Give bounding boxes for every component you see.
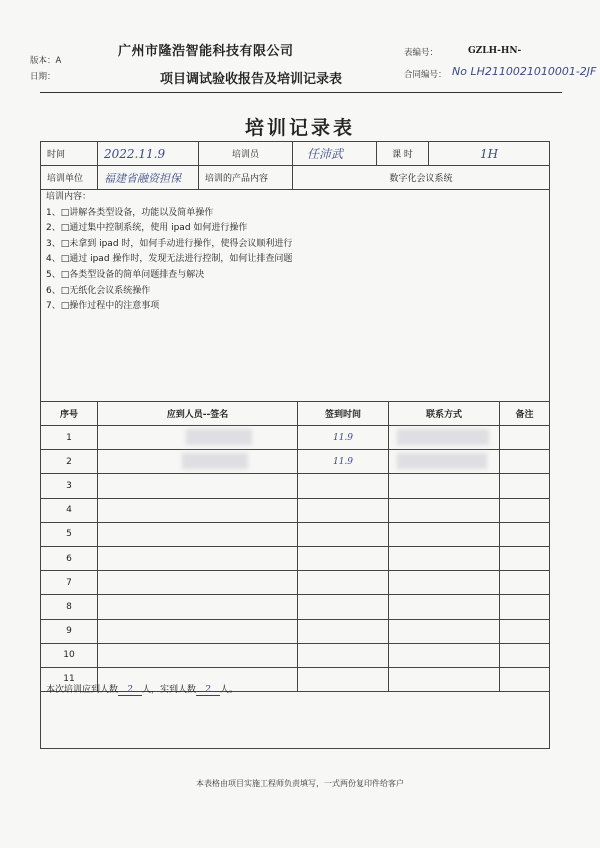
- hours-label: 课 时: [377, 142, 429, 166]
- content-heading: 培训内容：: [46, 192, 92, 202]
- content-item: 3、□未拿到 ipad 时，如何手动进行操作，使得会议顺利进行: [46, 238, 293, 249]
- row-number: 3: [41, 474, 98, 498]
- product-value: 数字化会议系统: [293, 166, 550, 190]
- sign-in-time: 11.9: [298, 426, 389, 450]
- row-number: 7: [41, 571, 98, 595]
- signature-cell: [98, 450, 298, 474]
- summary-text-2: 人，实到人数: [142, 685, 197, 695]
- row-number: 2: [41, 450, 98, 474]
- table-row: [41, 546, 550, 570]
- redaction-mask: [397, 453, 487, 469]
- col-header-time: 签到时间: [298, 402, 389, 426]
- content-item: 5、□各类型设备的简单问题排查与解决: [46, 269, 205, 280]
- date-label: 日期：: [30, 72, 56, 82]
- redaction-mask: [182, 453, 248, 469]
- remark-cell: [500, 571, 550, 595]
- contact-cell: [389, 667, 500, 691]
- table-row: [41, 643, 550, 667]
- row-number: 10: [41, 643, 98, 667]
- training-content: [46, 190, 292, 315]
- row-number: 11: [41, 667, 98, 691]
- contact-cell: [389, 546, 500, 570]
- table-row: [41, 426, 550, 450]
- sign-in-time: [298, 498, 389, 522]
- table-row: [41, 595, 550, 619]
- remark-cell: [500, 667, 550, 691]
- table-row: [41, 522, 550, 546]
- time-value: 2022.11.9: [98, 142, 199, 166]
- redaction-mask: [397, 429, 489, 445]
- signature-cell: [98, 474, 298, 498]
- col-header-remark: 备注: [500, 402, 550, 426]
- info-table: [40, 141, 550, 190]
- sign-in-time: [298, 595, 389, 619]
- sign-in-time: [298, 619, 389, 643]
- summary-text-1: 本次培训应到人数: [46, 685, 119, 695]
- sign-in-time: [298, 546, 389, 570]
- remark-cell: [500, 546, 550, 570]
- content-item: 2、□通过集中控制系统，使用 ipad 如何进行操作: [46, 223, 248, 234]
- form-number-label: 表编号：: [404, 48, 439, 58]
- col-header-contact: 联系方式: [389, 402, 500, 426]
- signature-cell: [98, 426, 298, 450]
- sign-in-time: [298, 667, 389, 691]
- info-row-2: [41, 166, 550, 190]
- row-number: 5: [41, 522, 98, 546]
- contact-cell: [389, 474, 500, 498]
- contact-cell: [389, 643, 500, 667]
- sign-in-time: 11.9: [298, 450, 389, 474]
- redaction-mask: [186, 429, 252, 445]
- signature-cell: [98, 571, 298, 595]
- attendance-table: [40, 401, 550, 692]
- contract-number-value: No LH2110021010001-2JF: [452, 65, 597, 78]
- remark-cell: [500, 522, 550, 546]
- summary-text-3: 人。: [220, 685, 239, 695]
- contact-cell: [389, 595, 500, 619]
- expected-count: 2: [118, 685, 142, 696]
- contact-cell: [389, 522, 500, 546]
- content-item: 1、□讲解各类型设备，功能以及简单操作: [46, 207, 214, 218]
- remark-cell: [500, 595, 550, 619]
- unit-label: 培训单位: [41, 166, 98, 190]
- footer-note: 本表格由项目实施工程师负责填写，一式两份复印件给客户: [196, 779, 404, 788]
- hours-value: 1H: [429, 142, 550, 166]
- unit-value: 福建省融资担保: [98, 166, 199, 190]
- contact-cell: [389, 450, 500, 474]
- row-number: 6: [41, 546, 98, 570]
- contact-cell: [389, 426, 500, 450]
- sign-in-time: [298, 571, 389, 595]
- table-row: [41, 619, 550, 643]
- sign-in-time: [298, 522, 389, 546]
- product-label: 培训的产品内容: [199, 166, 293, 190]
- sign-in-time: [298, 474, 389, 498]
- actual-count: 2: [196, 685, 220, 696]
- contact-cell: [389, 619, 500, 643]
- table-row: [41, 450, 550, 474]
- table-row: [41, 474, 550, 498]
- info-row-1: [41, 142, 550, 166]
- remark-cell: [500, 450, 550, 474]
- signature-cell: [98, 595, 298, 619]
- remark-cell: [500, 426, 550, 450]
- contact-cell: [389, 571, 500, 595]
- header-divider: [40, 92, 562, 93]
- content-item: 7、□操作过程中的注意事项: [46, 301, 160, 312]
- col-header-no: 序号: [41, 402, 98, 426]
- form-title: 培训记录表: [244, 117, 355, 139]
- table-row: [41, 498, 550, 522]
- time-label: 时间: [41, 142, 98, 166]
- contract-number-label: 合同编号：: [404, 70, 447, 80]
- row-number: 1: [41, 426, 98, 450]
- signature-cell: [98, 546, 298, 570]
- content-item: 4、□通过 ipad 操作时，发现无法进行控制，如何让排查问题: [46, 254, 293, 265]
- row-number: 9: [41, 619, 98, 643]
- col-header-signature: 应到人员--签名: [98, 402, 298, 426]
- signature-cell: [98, 498, 298, 522]
- version-label: 版本：A: [30, 56, 62, 66]
- attendance-header-row: [41, 402, 550, 426]
- sign-in-time: [298, 643, 389, 667]
- attendance-summary: [46, 682, 238, 696]
- row-number: 8: [41, 595, 98, 619]
- remark-cell: [500, 498, 550, 522]
- signature-cell: [98, 522, 298, 546]
- form-number-value: GZLH-HN-: [468, 46, 522, 56]
- signature-cell: [98, 643, 298, 667]
- signature-cell: [98, 619, 298, 643]
- remark-cell: [500, 643, 550, 667]
- row-number: 4: [41, 498, 98, 522]
- company-name: 广州市隆浩智能科技有限公司: [118, 44, 294, 59]
- table-row: [41, 571, 550, 595]
- trainer-value: 任沛武: [293, 142, 377, 166]
- report-subtitle: 项目调试验收报告及培训记录表: [160, 72, 343, 87]
- contact-cell: [389, 498, 500, 522]
- remark-cell: [500, 619, 550, 643]
- remark-cell: [500, 474, 550, 498]
- trainer-label: 培训员: [199, 142, 293, 166]
- content-item: 6、□无纸化会议系统操作: [46, 285, 151, 296]
